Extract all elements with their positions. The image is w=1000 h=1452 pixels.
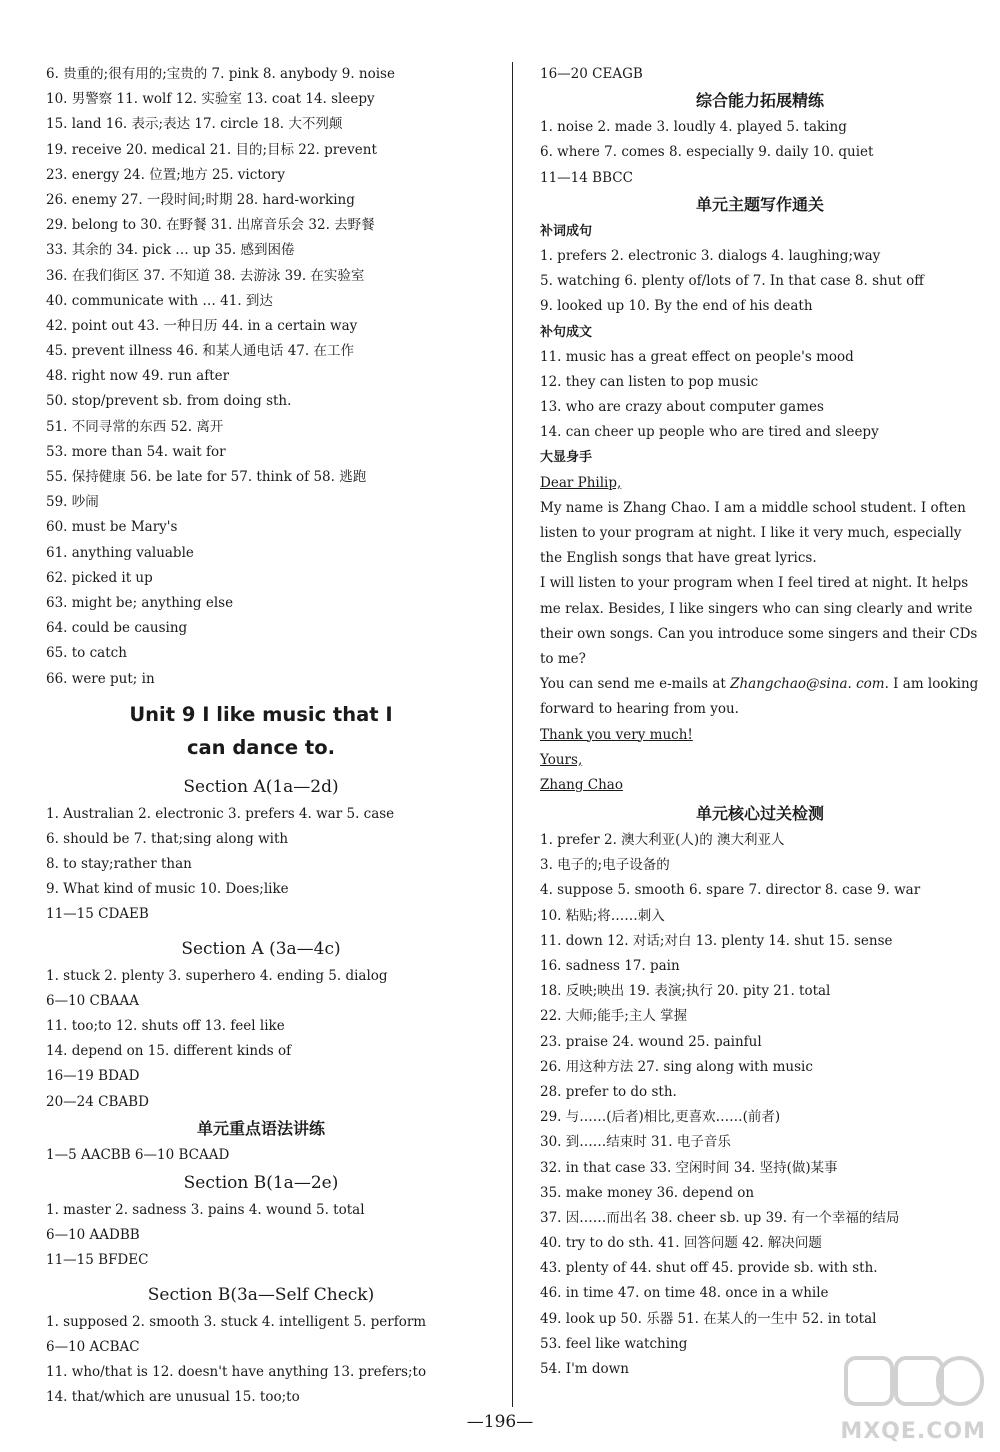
answer-line: 1. prefer 2. 澳大利亚(人)的 澳大利亚人: [540, 832, 785, 849]
answer-line: I will listen to your program when I feel tired at night. It helps: [540, 575, 969, 592]
answer-line: 12. they can listen to pop music: [540, 373, 759, 390]
answer-list-continued: [46, 62, 476, 692]
answer-line: 26. 用这种方法 27. sing along with music: [540, 1058, 813, 1075]
answer-line: 1. stuck 2. plenty 3. superhero 4. ending 5. dialog: [46, 967, 388, 984]
answer-line: 20—24 CBABD: [46, 1093, 149, 1110]
answer-line: 1. master 2. sadness 3. pains 4. wound 5. total: [46, 1201, 365, 1218]
answer-line: 11. down 12. 对话;对白 13. plenty 14. shut 15. sense: [540, 932, 893, 949]
answer-line: 63. might be; anything else: [46, 594, 234, 611]
answer-line: 16. sadness 17. pain: [540, 958, 680, 974]
answer-line: 10. 男警察 11. wolf 12. 实验室 13. coat 14. sleepy: [46, 91, 375, 108]
answer-line: 14. depend on 15. different kinds of: [46, 1043, 292, 1060]
section-b1-title: Section B(1a—2e): [183, 1172, 339, 1193]
section-a2-title: Section A (3a—4c): [181, 938, 341, 959]
answer-line: 50. stop/prevent sb. from doing sth.: [46, 393, 292, 410]
answer-line: 65. to catch: [46, 645, 127, 662]
answer-line: 8. to stay;rather than: [46, 856, 192, 873]
answer-line: 9. What kind of music 10. Does;like: [46, 881, 289, 898]
answer-line: to me?: [540, 650, 586, 667]
answer-line: 6—10 ACBAC: [46, 1338, 140, 1355]
answer-line: My name is Zhang Chao. I am a middle school student. I often: [540, 499, 966, 516]
letter-greeting: Dear Philip,: [540, 474, 622, 491]
answer-line: 5. watching 6. plenty of/lots of 7. In that case 8. shut off: [540, 273, 924, 290]
answer-line: 37. 因……而出名 38. cheer sb. up 39. 有一个幸福的结局: [540, 1209, 900, 1226]
answer-line: 26. enemy 27. 一段时间;时期 28. hard-working: [46, 191, 355, 208]
answer-line: 29. 与……(后者)相比,更喜欢……(前者): [540, 1109, 781, 1126]
unit-title: Unit 9 I like music that I: [129, 702, 393, 726]
section-a1-answers: [46, 802, 476, 928]
answer-line: 62. picked it up: [46, 569, 153, 586]
answer-line: the English songs that have great lyrics.: [540, 550, 817, 567]
answer-line: listen to your program at night. I like it very much, especially: [540, 525, 962, 541]
answer-line: 23. energy 24. 位置;地方 25. victory: [46, 166, 285, 183]
answer-line: their own songs. Can you introduce some singers and their CDs: [540, 625, 978, 642]
answer-line: 11—15 CDAEB: [46, 906, 149, 923]
answer-line: 1. noise 2. made 3. loudly 4. played 5. taking: [540, 119, 847, 136]
core-check-title: 单元核心过关检测: [695, 804, 824, 824]
answer-line: 45. prevent illness 46. 和某人通电话 47. 在工作: [46, 343, 354, 360]
answer-line: 42. point out 43. 一种日历 44. in a certain way: [46, 317, 358, 334]
answer-line: 22. 大师;能手;主人 掌握: [540, 1008, 688, 1025]
answer-line: 59. 吵闹: [46, 494, 99, 511]
answer-line: 30. 到……结束时 31. 电子音乐: [540, 1134, 731, 1151]
column-divider: [512, 62, 513, 1407]
answer-line: 46. in time 47. on time 48. once in a while: [540, 1285, 829, 1302]
answer-line: 49. look up 50. 乐器 51. 在某人的一生中 52. in total: [540, 1310, 877, 1327]
left-column: [46, 62, 476, 1410]
email-address: Zhangchao@sina. com: [730, 676, 885, 693]
answer-line: 55. 保持健康 56. be late for 57. think of 58. 逃跑: [46, 469, 367, 485]
answer-line: 23. praise 24. wound 25. painful: [540, 1033, 762, 1050]
answer-line: 6—10 AADBB: [46, 1227, 140, 1244]
answer-line: 6. should be 7. that;sing along with: [46, 830, 289, 847]
answer-line: 4. suppose 5. smooth 6. spare 7. director 8. case 9. war: [540, 882, 921, 899]
sub-words-answers: [540, 244, 980, 320]
answer-line: 11—14 BBCC: [540, 169, 633, 186]
letter-closing: Yours,: [540, 751, 583, 768]
section-b2-title: Section B(3a—Self Check): [147, 1284, 375, 1305]
watermark-logo: [786, 1356, 986, 1444]
answer-list-top: [540, 62, 980, 87]
sub-sentences-answers: [540, 345, 980, 446]
answer-line: 29. belong to 30. 在野餐 31. 出席音乐会 32. 去野餐: [46, 217, 375, 234]
answer-line: 64. could be causing: [46, 620, 188, 637]
answer-line: 61. anything valuable: [46, 544, 194, 561]
answer-line: 16—19 BDAD: [46, 1068, 140, 1085]
section-b2-answers: [46, 1310, 476, 1411]
answer-line: 11. too;to 12. shuts off 13. feel like: [46, 1018, 285, 1034]
answer-line: 1. Australian 2. electronic 3. prefers 4. war 5. case: [46, 805, 395, 822]
right-column: [540, 62, 980, 1382]
answer-line: 11—15 BFDEC: [46, 1252, 149, 1269]
answer-line: 36. 在我们街区 37. 不知道 38. 去游泳 39. 在实验室: [46, 267, 365, 284]
letter-email-line: You can send me e-mails at Zhangchao@sina. com. I am looking: [540, 676, 979, 693]
section-a1-title: Section A(1a—2d): [183, 776, 339, 797]
answer-line: 33. 其余的 34. pick … up 35. 感到困倦: [46, 242, 295, 259]
answer-line: 19. receive 20. medical 21. 目的;目标 22. prevent: [46, 141, 377, 158]
ability-answers: [540, 115, 980, 191]
answer-line: 1. prefers 2. electronic 3. dialogs 4. laughing;way: [540, 247, 881, 264]
answer-line: 13. who are crazy about computer games: [540, 399, 824, 416]
sub-sentences-title: 补句成文: [540, 324, 593, 340]
answer-line: 48. right now 49. run after: [46, 368, 230, 385]
answer-line: 35. make money 36. depend on: [540, 1184, 755, 1201]
answer-line: 14. that/which are unusual 15. too;to: [46, 1389, 300, 1406]
answer-line: 54. I'm down: [540, 1361, 629, 1377]
section-a2-answers: [46, 964, 476, 1115]
answer-line: 60. must be Mary's: [46, 519, 178, 536]
grammar-title: 单元重点语法讲练: [196, 1118, 325, 1138]
answer-line: 14. can cheer up people who are tired and sleepy: [540, 424, 879, 441]
writing-section-title: 单元主题写作通关: [695, 194, 824, 214]
answer-line: 6. 贵重的;很有用的;宝贵的 7. pink 8. anybody 9. noise: [46, 66, 395, 82]
answer-line: 40. try to do sth. 41. 回答问题 42. 解决问题: [540, 1235, 822, 1252]
letter-signature: Zhang Chao: [540, 776, 623, 793]
ability-section-title: 综合能力拓展精练: [695, 91, 824, 111]
answer-line: 32. in that case 33. 空闲时间 34. 坚持(做)某事: [540, 1159, 838, 1176]
answer-line: 11. who/that is 12. doesn't have anything 13. prefers;to: [46, 1363, 427, 1380]
letter-body: [540, 496, 980, 672]
answer-line: 1. supposed 2. smooth 3. stuck 4. intelligent 5. perform: [46, 1313, 427, 1330]
answer-line: 9. looked up 10. By the end of his death: [540, 298, 813, 315]
answer-line: 18. 反映;映出 19. 表演;执行 20. pity 21. total: [540, 983, 831, 1000]
answer-line: 1—5 AACBB 6—10 BCAAD: [46, 1146, 230, 1163]
watermark-text: MXQE.COM: [840, 1419, 986, 1444]
page-number: —196—: [466, 1412, 534, 1432]
grammar-answers: [46, 1143, 476, 1168]
answer-line: 53. more than 54. wait for: [46, 443, 226, 460]
sub-words-title: 补词成句: [540, 223, 593, 239]
letter-line: forward to hearing from you.: [540, 701, 739, 718]
unit-title-line2: can dance to.: [186, 735, 336, 759]
answer-line: 3. 电子的;电子设备的: [540, 857, 670, 874]
answer-line: 6—10 CBAAA: [46, 992, 140, 1009]
core-check-answers: [540, 828, 980, 1382]
answer-line: 10. 粘贴;将……刺入: [540, 907, 665, 924]
answer-line: 16—20 CEAGB: [540, 66, 643, 82]
answer-line: 28. prefer to do sth.: [540, 1083, 677, 1100]
answer-line: 43. plenty of 44. shut off 45. provide sb. with sth.: [540, 1260, 878, 1277]
section-b1-answers: [46, 1198, 476, 1274]
answer-line: 53. feel like watching: [540, 1335, 688, 1352]
answer-line: 11. music has a great effect on people's mood: [540, 348, 854, 365]
showcase-title: 大显身手: [540, 450, 593, 466]
answer-line: 66. were put; in: [46, 670, 155, 687]
letter-thanks: Thank you very much!: [540, 726, 693, 743]
answer-line: 15. land 16. 表示;表达 17. circle 18. 大不列颠: [46, 116, 343, 133]
answer-line: 6. where 7. comes 8. especially 9. daily 10. quiet: [540, 144, 874, 161]
answer-line: me relax. Besides, I like singers who can sing clearly and write: [540, 600, 973, 617]
answer-line: 51. 不同寻常的东西 52. 离开: [46, 418, 224, 435]
answer-line: 40. communicate with … 41. 到达: [46, 292, 273, 309]
